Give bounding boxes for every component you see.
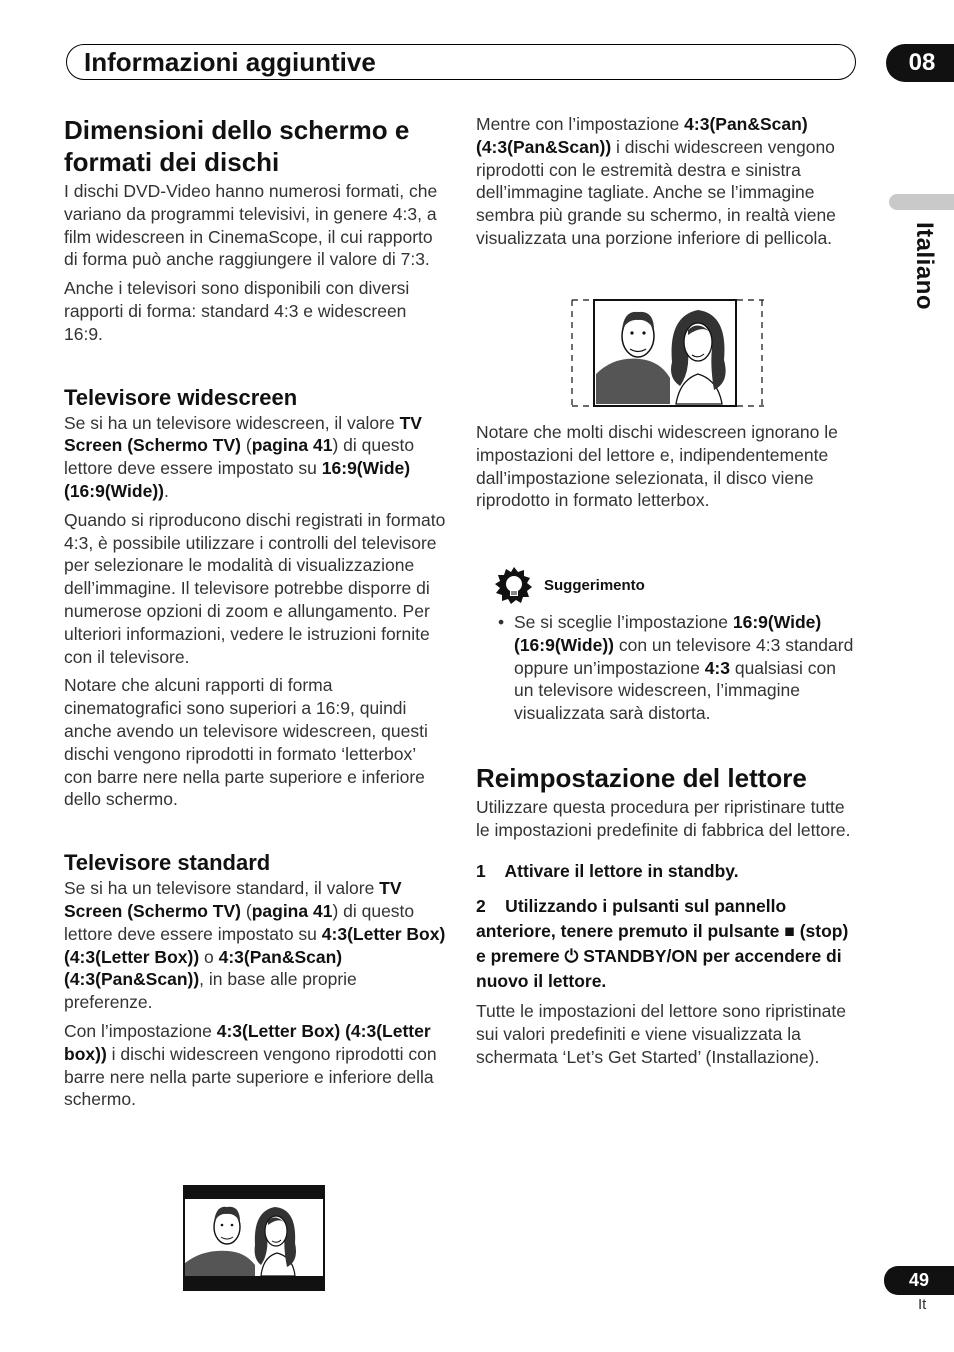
- language-tab-bar: [889, 194, 954, 210]
- right-column: [476, 113, 858, 256]
- lightbulb-icon: [494, 566, 534, 606]
- panscan-illustration: [570, 298, 764, 408]
- widescreen-paragraph-1: Se si ha un televisore widescreen, il valore TV Screen (Schermo TV) (pagina 41) di questo lettore deve essere impostato su 16:9(Wide) (16:9(Wide)).: [64, 412, 422, 501]
- chapter-number-badge: 08: [886, 44, 954, 82]
- intro-paragraph-2: Anche i televisori sono disponibili con diversi rapporti di forma: standard 4:3 e widescreen 16:9.: [64, 278, 410, 344]
- standard-paragraph-1: Se si ha un televisore standard, il valore TV Screen (Schermo TV) (pagina 41) di questo lettore deve essere impostato su 4:3(Letter Box) (4:3(Letter Box)) o 4:3(Pan&Scan) (4:3(Pan&Scan)), in base alle proprie preferenze.: [64, 878, 446, 1013]
- reset-step-1: 1 Attivare il lettore in standby.: [476, 860, 739, 881]
- intro-paragraph-1: I dischi DVD-Video hanno numerosi formati, che variano da programmi televisivi, in genere 4:3, a film widescreen in CinemaScope, il cui rapporto di forma può anche raggiungere il valore di 7:3.: [64, 181, 438, 270]
- page-number: 49: [884, 1266, 954, 1295]
- page-language-code: It: [918, 1296, 927, 1313]
- widescreen-paragraph-3: Notare che alcuni rapporti di forma cinematografici sono superiori a 16:9, quindi anche avendo un televisore widescreen, questi dischi vengono riprodotti in formato ‘letterbox’ con barre nere nella parte superiore e inferiore dello schermo.: [64, 675, 428, 810]
- widescreen-heading: Televisore widescreen: [64, 384, 298, 410]
- tip-bullet-item: • Se si sceglie l’impostazione 16:9(Wide) (16:9(Wide)) con un televisore 4:3 standard oppure un’impostazione 4:3 qualsiasi con un televisore widescreen, l’immagine visualizzata sarà distorta.: [498, 612, 854, 724]
- widescreen-note-paragraph: Notare che molti dischi widescreen ignorano le impostazioni del lettore e, indipendentemente dall’impostazione selezionata, il disco viene riprodotto in formato letterbox.: [476, 422, 838, 511]
- language-tab: [910, 222, 940, 322]
- tip-block: [476, 611, 858, 725]
- power-icon: ⏻: [564, 946, 579, 967]
- bullet-dot: •: [498, 612, 505, 632]
- standard-heading: Televisore standard: [64, 850, 271, 876]
- reset-step-2: 2 Utilizzando i pulsanti sul pannello anteriore, tenere premuto il pulsante ■ (stop) e premere ⏻ STANDBY/ON per accendere di nuovo il lettore.: [476, 896, 849, 992]
- stop-icon: ■: [784, 921, 795, 942]
- reset-heading: Reimpostazione del lettore: [476, 763, 807, 793]
- section-title: Informazioni aggiuntive: [84, 47, 376, 77]
- left-column: [64, 114, 448, 1117]
- tip-title: Suggerimento: [544, 577, 645, 594]
- main-heading: Dimensioni dello schermo e formati dei dischi: [64, 115, 410, 177]
- widescreen-paragraph-2: Quando si riproducono dischi registrati in formato 4:3, è possibile utilizzare i controlli del televisore per selezionare le modalità di visualizzazione dell’immagine. Il televisore potrebbe disporre di numerose opzioni di zoom e allungamento. Per ulteriori informazioni, vedere le istruzioni fornite con il televisore.: [64, 509, 446, 667]
- panscan-paragraph: Mentre con l’impostazione 4:3(Pan&Scan) (4:3(Pan&Scan)) i dischi widescreen vengono riprodotti con le estremità destra e sinistra dell’immagine tagliate. Anche se l’immagine sembra più grande su schermo, in realtà viene visualizzata una porzione inferiore di pellicola.: [476, 114, 836, 248]
- reset-result-paragraph: Tutte le impostazioni del lettore sono ripristinate sui valori predefiniti e viene visualizzata la schermata ‘Let’s Get Started’ (Installazione).: [476, 1001, 846, 1067]
- reset-section: [476, 762, 858, 1075]
- right-column-lower: [476, 421, 858, 518]
- letterbox-illustration: [183, 1185, 325, 1291]
- standard-paragraph-2: Con l’impostazione 4:3(Letter Box) (4:3(Letter box)) i dischi widescreen vengono riprodotti con barre nere nella parte superiore e inferiore della schermo.: [64, 1020, 437, 1110]
- reset-paragraph: Utilizzare questa procedura per ripristinare tutte le impostazioni predefinite di fabbrica del lettore.: [476, 797, 851, 840]
- language-tab-label: Italiano: [911, 222, 938, 311]
